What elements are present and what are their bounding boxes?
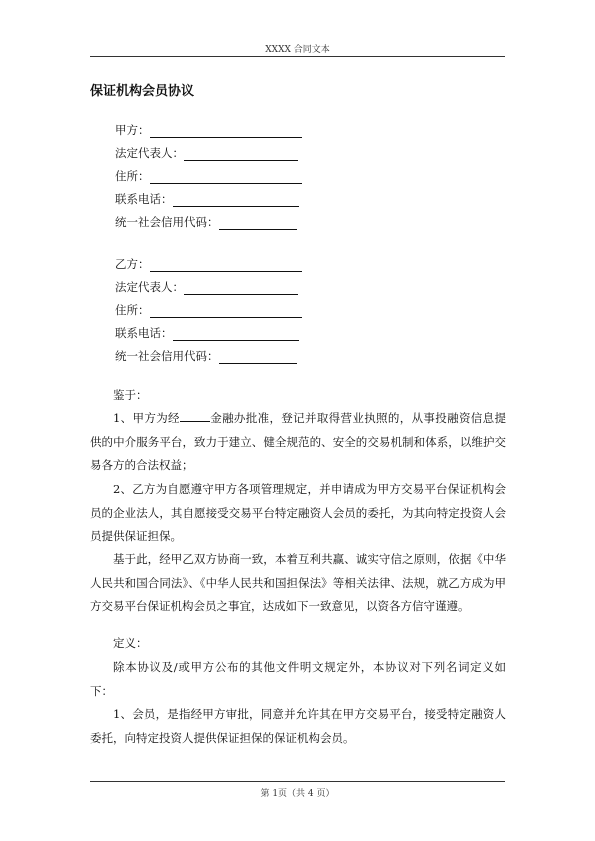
party-a-address-field (115, 168, 302, 184)
party-a-phone-field (115, 191, 299, 207)
party-b-address-blank (150, 305, 302, 318)
party-b-rep-field (115, 279, 298, 295)
party-a-name-blank (150, 125, 302, 138)
page-header: XXXX 合同文本 (265, 45, 330, 55)
party-a-credit-code-field (115, 214, 297, 230)
whereas-basis: 基于此，经甲乙双方协商一致，本着互利共赢、诚实守信之原则，依据《中华人民共和国合同法》、《中华人民共和国担保法》等相关法律、法规，就乙方成为甲方交易平台保证机构会员之事宜，达成如下一致意见，以资各方信守谨遵。 (90, 552, 506, 613)
party-a-credit-code-label: 统一社会信用代码： (115, 215, 219, 229)
definitions-intro: 除本协议及/或甲方公布的其他文件明文规定外，本协议对下列名词定义如下： (90, 660, 506, 698)
whereas-heading: 鉴于： (113, 388, 148, 402)
party-b-credit-code-blank (219, 351, 297, 364)
party-a-phone-label: 联系电话： (115, 192, 173, 206)
party-b-credit-code-label: 统一社会信用代码： (115, 349, 219, 363)
party-b-credit-code-field (115, 348, 297, 364)
party-b-phone-blank (173, 328, 299, 341)
definitions-heading: 定义： (113, 636, 148, 650)
party-a-name-field (115, 122, 302, 138)
definitions-item-1: 1、会员，是指经甲方审批，同意并允许其在甲方交易平台，接受特定融资人委托，向特定投资人提供保证担保的保证机构会员。 (90, 707, 506, 745)
whereas-item-2: 2、乙方为自愿遵守甲方各项管理规定，并申请成为甲方交易平台保证机构会员的企业法人，其自愿接受交易平台特定融资人会员的委托，为其向特定投资人会员提供保证担保。 (90, 482, 506, 543)
whereas-item-1-text-before: 1、甲方为经 (113, 411, 180, 425)
party-b-phone-label: 联系电话： (115, 326, 173, 340)
header-divider (90, 56, 505, 57)
party-a-address-blank (150, 171, 302, 184)
footer-divider (90, 781, 505, 782)
party-b-name-label: 乙方： (115, 257, 150, 271)
whereas-item-1-text-after: 金融办批准，登记并取得营业执照的，从事投融资信息提供的中介服务平台，致力于建立、健全规范的、安全的交易机制和体系，以维护交易各方的合法权益； (90, 411, 506, 472)
party-b-rep-label: 法定代表人： (115, 280, 184, 294)
party-b-name-field (115, 256, 302, 272)
party-a-credit-code-blank (219, 217, 297, 230)
party-a-name-label: 甲方： (115, 123, 150, 137)
party-b-phone-field (115, 325, 299, 341)
party-a-phone-blank (173, 194, 299, 207)
whereas-item-1-blank (180, 409, 210, 422)
party-a-rep-label: 法定代表人： (115, 146, 184, 160)
party-a-rep-blank (184, 148, 298, 161)
party-b-rep-blank (184, 282, 298, 295)
document-title: 保证机构会员协议 (90, 84, 195, 99)
party-a-rep-field (115, 145, 298, 161)
party-b-address-label: 住所： (115, 303, 150, 317)
whereas-item-1 (90, 407, 506, 478)
party-b-name-blank (150, 259, 302, 272)
party-b-address-field (115, 302, 302, 318)
party-a-address-label: 住所： (115, 169, 150, 183)
page-footer: 第 1页（共 4 页） (260, 789, 335, 799)
